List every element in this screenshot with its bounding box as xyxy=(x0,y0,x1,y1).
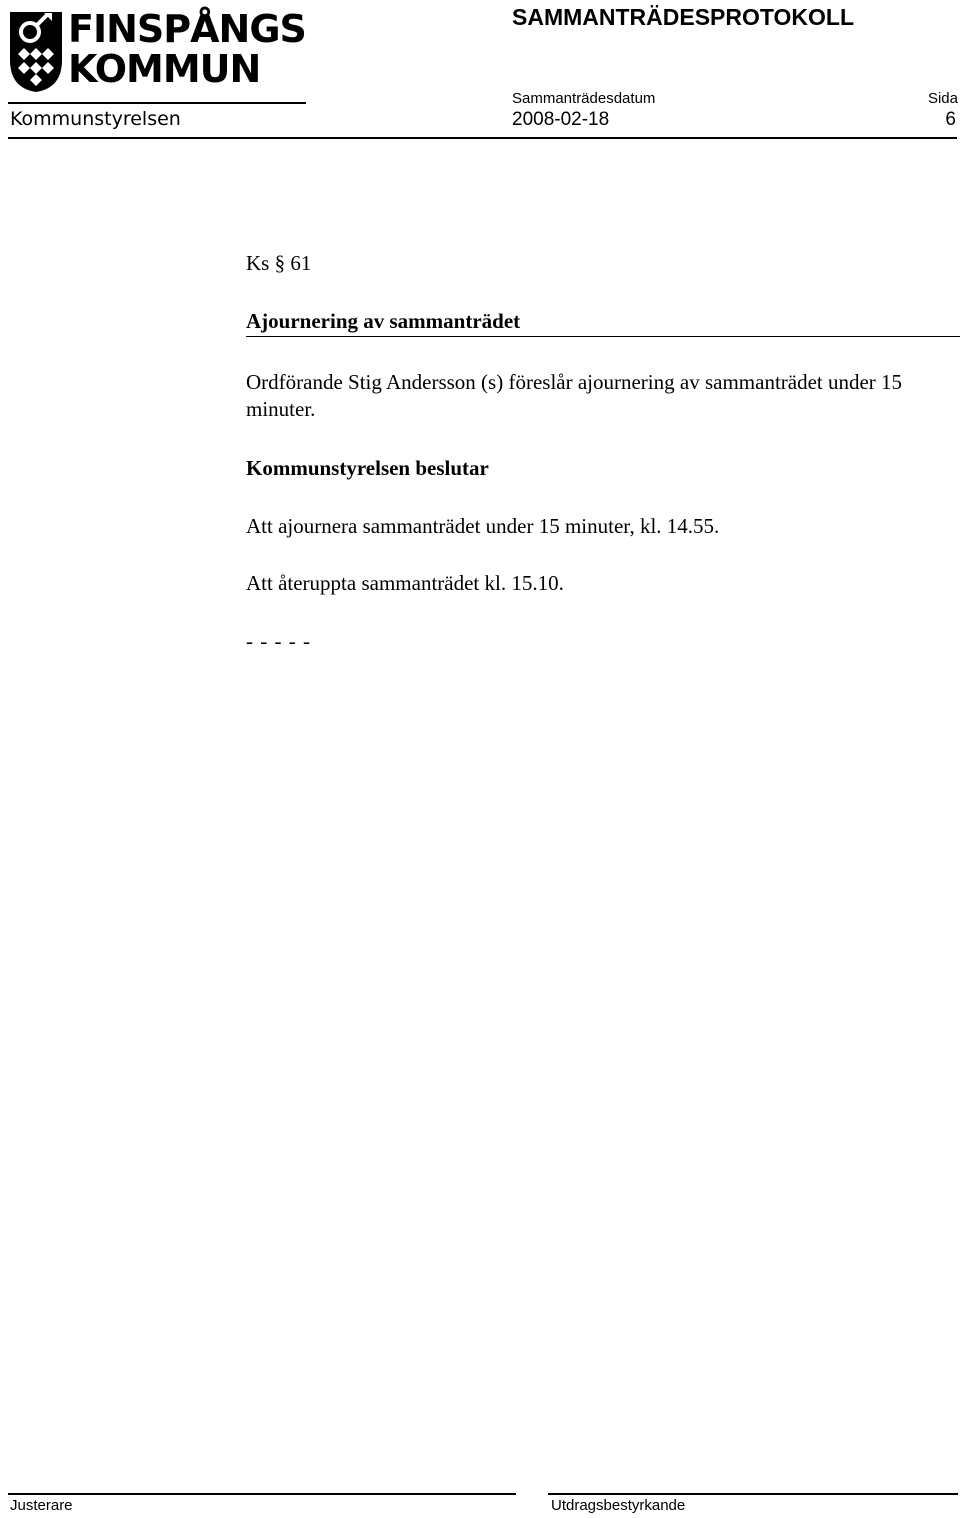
proposal-paragraph: Ordförande Stig Andersson (s) föreslår ajournering av sammanträdet under 15 minuter. xyxy=(246,370,903,421)
decision-heading: Kommunstyrelsen beslutar xyxy=(246,456,489,480)
municipality-logo xyxy=(8,4,308,99)
extract-certification-label: Utdragsbestyrkande xyxy=(551,1497,686,1514)
meeting-date-label: Sammanträdesdatum xyxy=(512,90,656,107)
meeting-date-value: 2008-02-18 xyxy=(512,109,610,130)
decision-item: Att återuppta sammanträdet kl. 15.10. xyxy=(246,571,564,595)
logo-wordmark-line2: KOMMUN xyxy=(68,47,261,91)
footer-divider-right xyxy=(548,1493,958,1495)
adjuster-signature-label: Justerare xyxy=(10,1497,73,1514)
section-number: Ks § 61 xyxy=(246,251,312,275)
logo-divider xyxy=(8,102,306,104)
page-number: 6 xyxy=(945,109,956,130)
logo-wordmark-line1: FINSPÅNGS xyxy=(68,7,306,51)
organization-name: Kommunstyrelsen xyxy=(10,108,181,130)
header-divider xyxy=(8,137,957,139)
section-title-underline xyxy=(246,336,960,337)
section-end-marker: - - - - - xyxy=(246,629,311,653)
decision-item: Att ajournera sammanträdet under 15 minuter, kl. 14.55. xyxy=(246,514,720,538)
document-type-title: SAMMANTRÄDESPROTOKOLL xyxy=(512,4,855,30)
section-title: Ajournering av sammanträdet xyxy=(246,309,521,333)
coat-of-arms-icon xyxy=(8,10,64,94)
page-label: Sida xyxy=(927,90,958,107)
footer-divider-left xyxy=(8,1493,516,1495)
